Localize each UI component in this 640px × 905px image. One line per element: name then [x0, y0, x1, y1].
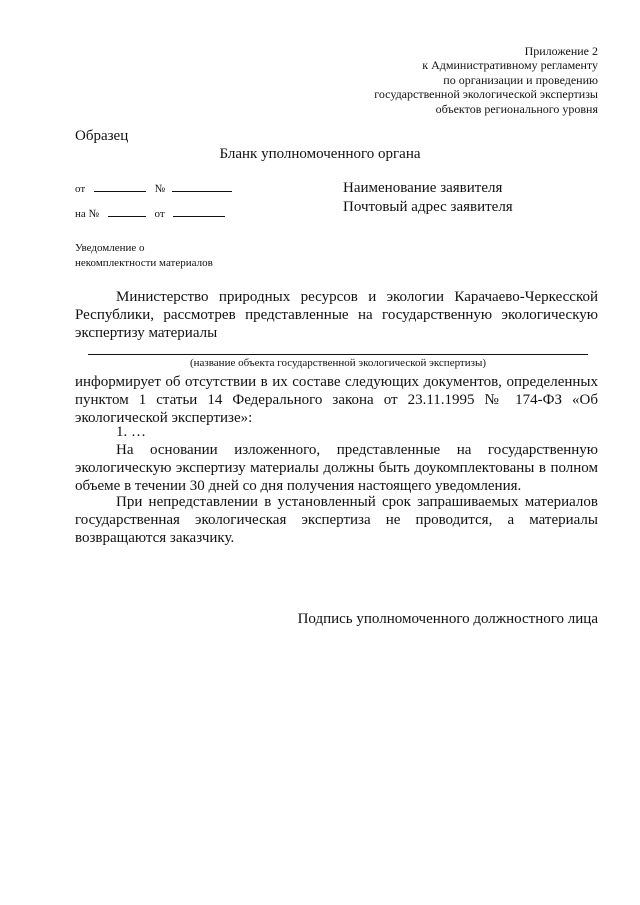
outgoing-from-label: от — [75, 183, 86, 195]
applicant-name: Наименование заявителя — [343, 180, 503, 196]
object-name-caption: (название объекта государственной экологической экспертизы) — [189, 357, 487, 369]
appendix-line: объектов регионального уровня — [435, 101, 598, 116]
appendix-line: Приложение 2 — [524, 44, 598, 58]
appendix-line: государственной экологической экспертизы — [374, 87, 598, 102]
document-list-item: 1. … — [116, 424, 146, 440]
failure-paragraph: При непредставлении в установленный срок запрашиваемых материалов государственная экологическая экспертиза не проводится, а материалы возвращаются заказчику. — [75, 494, 598, 546]
basis-paragraph: На основании изложенного, представленные на государственную экологическую экспертизу материалы должны быть доукомплектованы в полном объеме в течении 30 дней со дня получения настоящего уведомления. — [75, 442, 598, 494]
intro-paragraph: Министерство природных ресурсов и экологии Карачаево-Черкесской Республики, рассмотрев представленные на государственную экологическую экспертизу материалы — [75, 289, 598, 341]
incoming-from-label: от — [154, 208, 165, 220]
informs-paragraph: информирует об отсутствии в их составе следующих документов, определенных пунктом 1 статьи 14 Федерального закона от 23.11.1995 № 174-ФЗ «Об экологической экспертизе»: — [75, 374, 598, 426]
outgoing-number-blank — [172, 181, 232, 192]
notice-title — [75, 241, 213, 271]
signature-line: Подпись уполномоченного должностного лица — [297, 611, 598, 627]
incoming-ref-line — [75, 206, 225, 220]
notice-line: Уведомление о — [75, 242, 145, 254]
object-name-line — [88, 354, 588, 355]
applicant-address: Почтовый адрес заявителя — [343, 199, 513, 215]
notice-line: некомплектности материалов — [75, 257, 213, 269]
sample-label: Образец — [75, 128, 129, 144]
outgoing-number-label: № — [154, 183, 166, 195]
appendix-line: по организации и проведению — [443, 72, 598, 87]
appendix-header — [374, 44, 598, 116]
appendix-line: к Административному регламенту — [422, 58, 598, 73]
blank-title: Бланк уполномоченного органа — [219, 146, 421, 162]
incoming-number-blank — [108, 206, 146, 217]
outgoing-date-blank — [94, 181, 146, 192]
incoming-date-blank — [173, 206, 225, 217]
outgoing-ref-line — [75, 181, 232, 195]
incoming-ref-label: на № — [75, 208, 100, 220]
